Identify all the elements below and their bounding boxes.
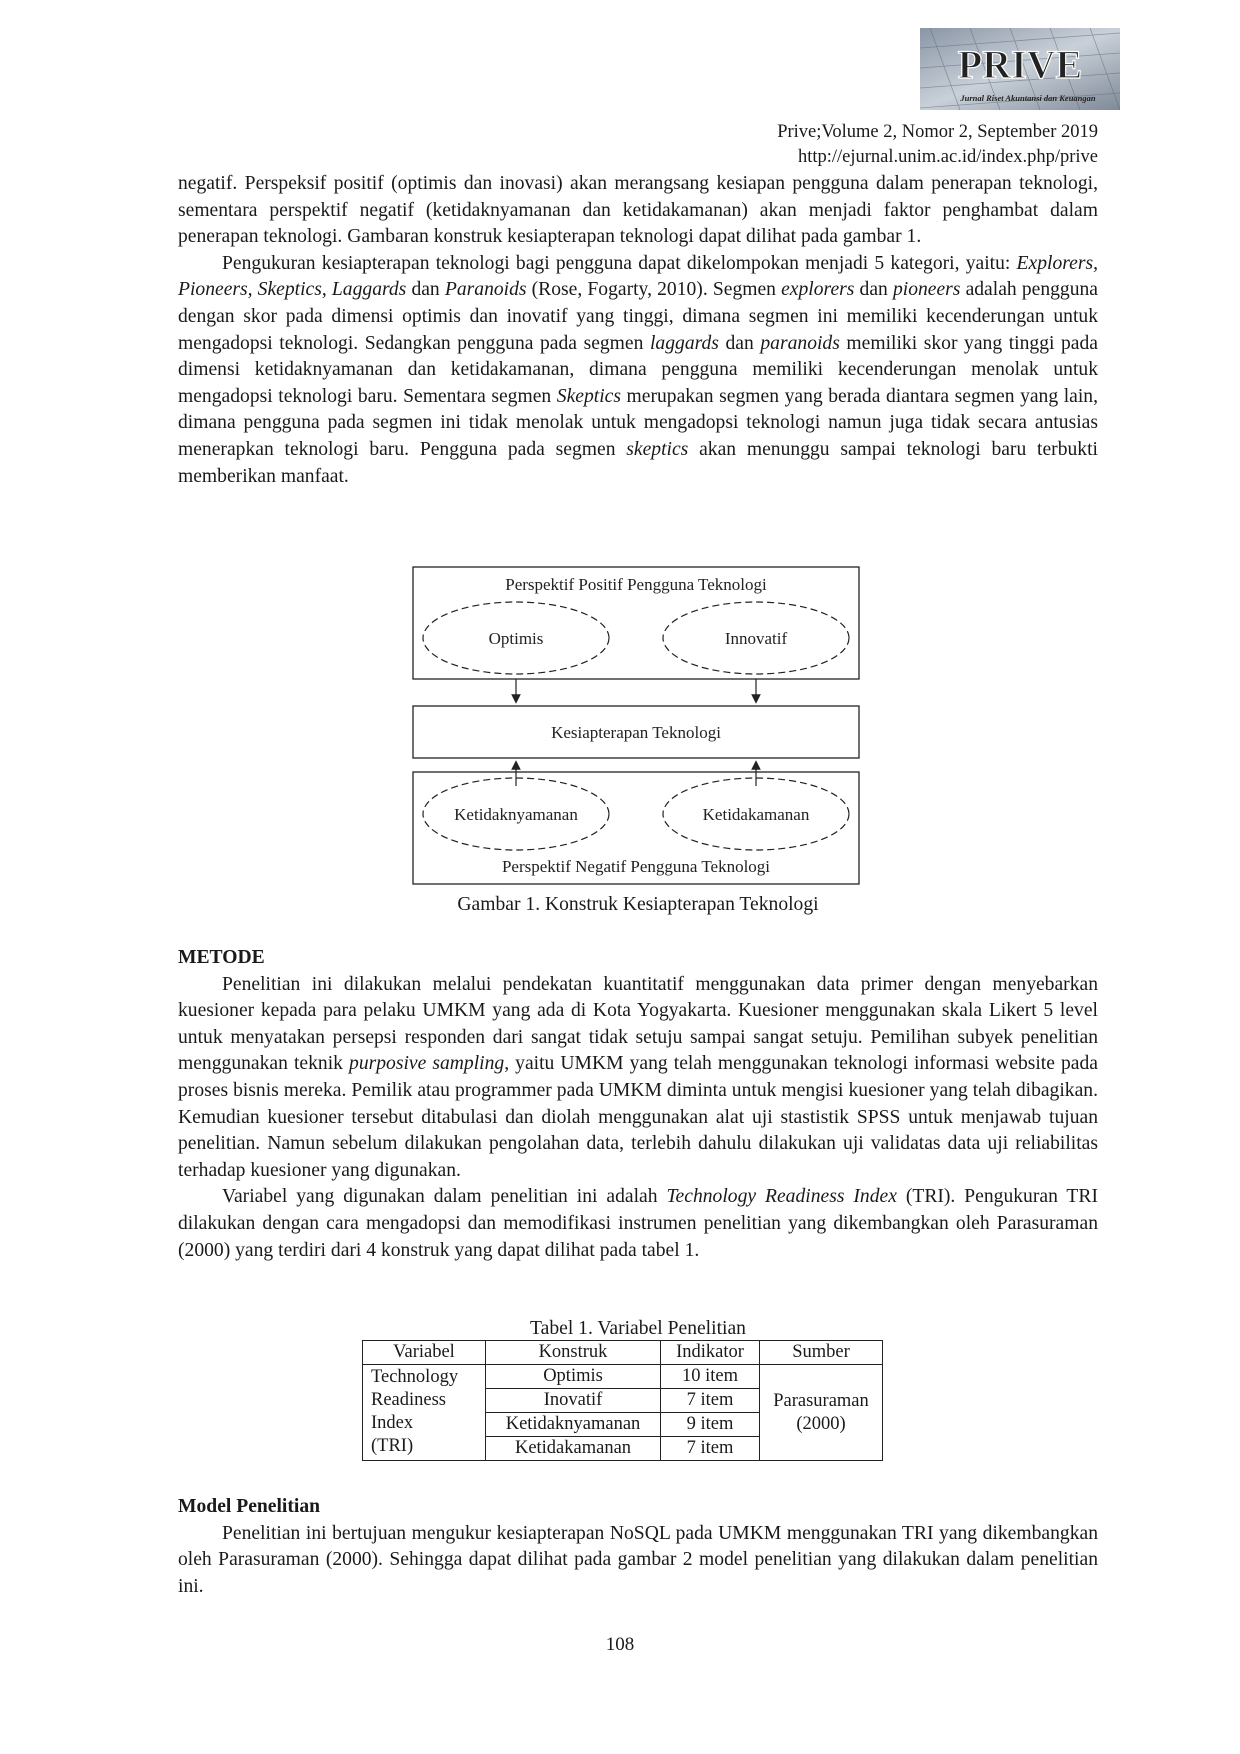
journal-volume-line: Prive;Volume 2, Nomor 2, September 2019 xyxy=(777,122,1098,142)
body-section-method xyxy=(178,945,1098,1264)
table-research-variables xyxy=(362,1340,883,1461)
table-header-row xyxy=(363,1341,883,1365)
header-sumber: Sumber xyxy=(760,1341,883,1365)
table1-caption: Tabel 1. Variabel Penelitian xyxy=(530,1318,746,1339)
ketidakamanan-label: Ketidakamanan xyxy=(702,805,810,824)
paragraph-segments: Pengukuran kesiapterapan teknologi bagi pengguna dapat dikelompokan menjadi 5 kategori, yaitu: Explorers, Pioneers, Skeptics, Laggards dan Paranoids (Rose, Fogarty, 2010). Segmen explorers dan pioneers adalah pengguna dengan skor pada dimensi optimis dan inovatif yang tinggi, dimana segmen ini memiliki kecenderungan untuk mengadopsi teknologi. Sedangkan pengguna pada segmen laggards dan paranoids memiliki skor yang tinggi pada dimensi ketidaknyamanan dan ketidakamanan, dimana pengguna memiliki kecenderungan menolak untuk mengadopsi teknologi baru. Sementara segmen Skeptics merupakan segmen yang berada diantara segmen yang lain, dimana pengguna pada segmen ini tidak menolak untuk mengadopsi teknologi namun juga tidak secara antusias menerapkan teknologi baru. Pengguna pada segmen skeptics akan menunggu sampai teknologi baru terbukti memberikan manfaat. xyxy=(178,252,1098,487)
indikator-cell: 7 item xyxy=(661,1437,760,1461)
table-row xyxy=(363,1365,883,1389)
konstruk-cell: Ketidaknyamanan xyxy=(486,1413,661,1437)
variable-cell: Technology Readiness Index (TRI) xyxy=(363,1365,486,1461)
positive-perspective-label: Perspektif Positif Pengguna Teknologi xyxy=(505,575,767,594)
paragraph-method: Penelitian ini dilakukan melalui pendekatan kuantitatif menggunakan data primer dengan menyebarkan kuesioner kepada para pelaku UMKM yang ada di Kota Yogyakarta. Kuesioner menggunakan skala Likert 5 level untuk menyatakan persepsi responden dari sangat tidak setuju sampai sangat setuju. Pemilihan subyek penelitian menggunakan teknik purposive sampling, yaitu UMKM yang telah menggunakan teknologi informasi website pada proses bisnis mereka. Pemilik atau programmer pada UMKM diminta untuk mengisi kuesioner yang telah dibagikan. Kemudian kuesioner tersebut ditabulasi dan diolah menggunakan alat uji stastistik SPSS untuk menjawab tujuan penelitian. Namun sebelum dilakukan pengolahan data, terlebih dahulu dilakukan uji validatas data uji reliabilitas terhadap kuesioner yang digunakan. xyxy=(178,973,1098,1181)
optimis-label: Optimis xyxy=(488,629,544,648)
indikator-cell: 9 item xyxy=(661,1413,760,1437)
indikator-cell: 7 item xyxy=(661,1389,760,1413)
ketidaknyamanan-label: Ketidaknyamanan xyxy=(454,805,578,824)
logo-wordmark: PRIVE xyxy=(957,42,1083,87)
paragraph-negative-perspective: negatif. Perspeksif positif (optimis dan inovasi) akan merangsang kesiapan pengguna dalam penerapan teknologi, sementara perspektif negatif (ketidaknyamanan dan ketidakamanan) akan menjadi faktor penghambat dalam penerapan teknologi. Gambaran konstruk kesiapterapan teknologi dapat dilihat pada gambar 1. xyxy=(178,173,1098,248)
innovatif-label: Innovatif xyxy=(724,629,788,648)
body-section-model xyxy=(178,1494,1098,1600)
header-variabel: Variabel xyxy=(363,1341,486,1365)
logo-tagline: Jurnal Riset Akuntansi dan Keuangan xyxy=(960,93,1096,103)
konstruk-cell: Ketidakamanan xyxy=(486,1437,661,1461)
journal-url: http://ejurnal.unim.ac.id/index.php/prive xyxy=(797,147,1098,167)
source-cell: Parasuraman (2000) xyxy=(760,1365,883,1461)
readiness-label: Kesiapterapan Teknologi xyxy=(551,723,721,742)
page-number: 108 xyxy=(605,1634,635,1655)
paragraph-model: Penelitian ini bertujuan mengukur kesiapterapan NoSQL pada UMKM menggunakan TRI yang dikembangkan oleh Parasuraman (2000). Sehingga dapat dilihat pada gambar 2 model penelitian yang dilakukan dalam penelitian ini. xyxy=(178,1522,1098,1597)
indikator-cell: 10 item xyxy=(661,1365,760,1389)
header-konstruk: Konstruk xyxy=(486,1341,661,1365)
konstruk-cell: Optimis xyxy=(486,1365,661,1389)
prive-journal-logo xyxy=(920,28,1120,110)
body-section-intro xyxy=(178,171,1098,490)
paragraph-variables: Variabel yang digunakan dalam penelitian ini adalah Technology Readiness Index (TRI). Pengukuran TRI dilakukan dengan cara mengadopsi dan memodifikasi instrumen penelitian yang dikembangkan oleh Parasuraman (2000) yang terdiri dari 4 konstruk yang dapat dilihat pada tabel 1. xyxy=(178,1186,1098,1261)
figure1-caption: Gambar 1. Konstruk Kesiapterapan Teknologi xyxy=(457,894,819,915)
header-indikator: Indikator xyxy=(661,1341,760,1365)
konstruk-cell: Inovatif xyxy=(486,1389,661,1413)
heading-metode: METODE xyxy=(178,947,265,968)
figure-technology-readiness-construct xyxy=(412,566,860,886)
negative-perspective-label: Perspektif Negatif Pengguna Teknologi xyxy=(501,857,771,876)
heading-model-penelitian: Model Penelitian xyxy=(178,1496,321,1517)
